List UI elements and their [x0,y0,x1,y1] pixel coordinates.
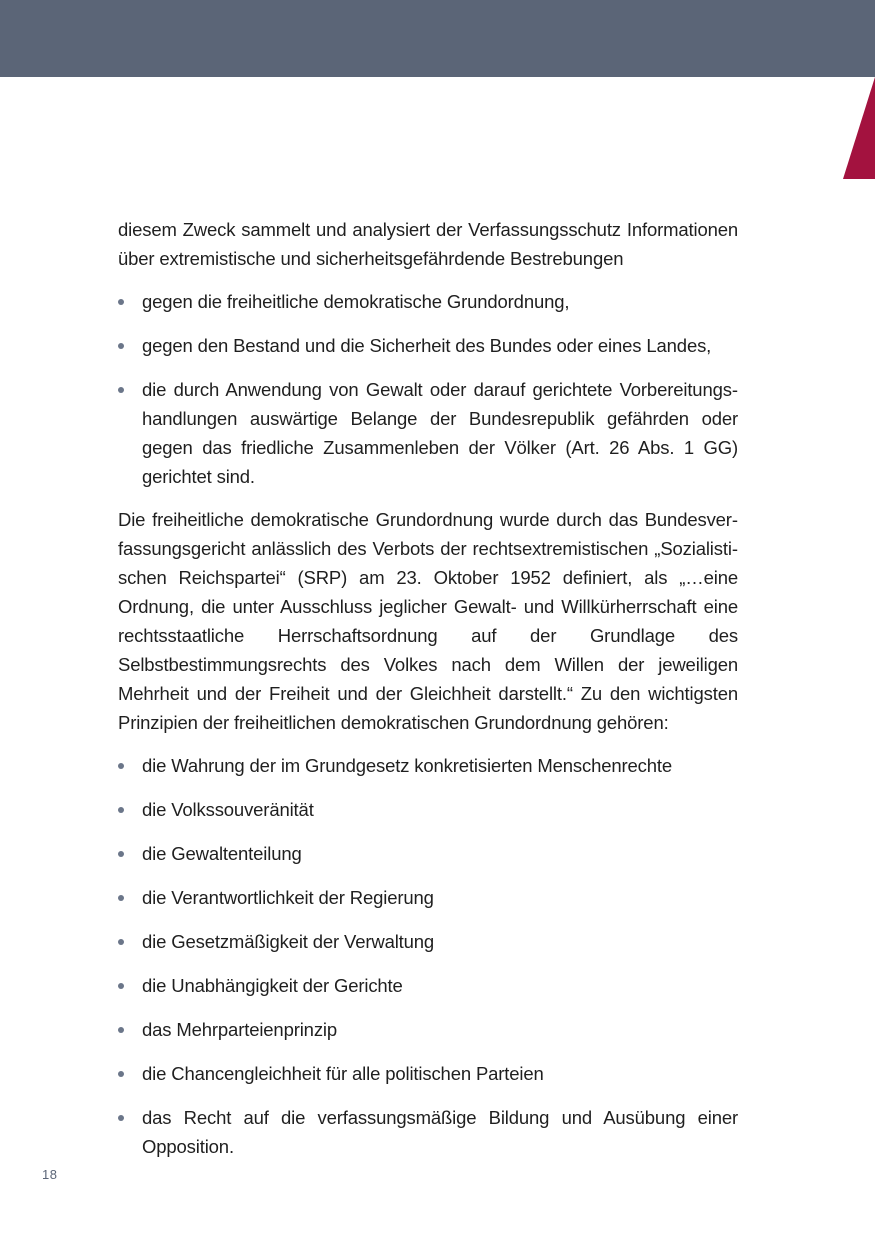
definition-paragraph: Die freiheitliche demokratische Grundordnung wurde durch das Bundesverfassungsgericht anlässlich des Verbots der rechtsextremistischen „Sozialistischen Reichspartei“ (SRP) am 23. Oktober 1952 definiert, als „…eine Ordnung, die unter Ausschluss jeglicher Gewalt- und Willkürherrschaft eine rechtsstaatliche Herrschaftsordnung auf der Grundlage des Selbstbestimmungsrechts des Volkes nach dem Willen der jeweiligen Mehrheit und der Freiheit und der Gleichheit darstellt.“ Zu den wichtigsten Prinzipien der freiheitlichen demokratischen Grundordnung gehören: [118,509,738,733]
section-tab-marker [843,77,875,179]
bullet-icon [118,299,124,305]
bullet-icon [118,763,124,769]
list-item: die durch Anwendung von Gewalt oder darauf gerichtete Vorbereitungshandlungen auswärtige Belange der Bundesrepublik gefährden oder gegen das friedliche Zusammenleben der Völker (Art. 26 Abs. 1 GG) gerichtet sind. [118,375,738,491]
bullet-icon [118,939,124,945]
bullet-icon [118,895,124,901]
page-number: 18 [42,1167,58,1182]
bullet-icon [118,1115,124,1121]
list-item: die Gesetzmäßigkeit der Verwaltung [118,927,738,956]
bullet-icon [118,343,124,349]
bullet-icon [118,1071,124,1077]
list-item: gegen den Bestand und die Sicherheit des Bundes oder eines Landes, [118,331,738,360]
bullet-icon [118,851,124,857]
list-item: die Unabhängigkeit der Gerichte [118,971,738,1000]
bullet-icon [118,387,124,393]
bullet-icon [118,983,124,989]
list-item: gegen die freiheitliche demokratische Grundordnung, [118,287,738,316]
list-item: die Volkssouveränität [118,795,738,824]
list-item: die Verantwortlichkeit der Regierung [118,883,738,912]
list-item: das Recht auf die verfassungsmäßige Bildung und Ausübung einer Opposition. [118,1103,738,1161]
principles-list [118,751,738,1161]
list-item: die Wahrung der im Grundgesetz konkretisierten Menschenrechte [118,751,738,780]
bullet-icon [118,1027,124,1033]
intro-paragraph: diesem Zweck sammelt und analysiert der Verfassungsschutz Informationen über extremistische und sicherheitsgefährdende Bestrebungen [118,219,738,269]
bullet-icon [118,807,124,813]
threat-list [118,287,738,491]
list-item: die Chancengleichheit für alle politischen Parteien [118,1059,738,1088]
header-band [0,0,875,77]
list-item: die Gewaltenteilung [118,839,738,868]
main-text [118,215,738,1175]
list-item: das Mehrparteienprinzip [118,1015,738,1044]
